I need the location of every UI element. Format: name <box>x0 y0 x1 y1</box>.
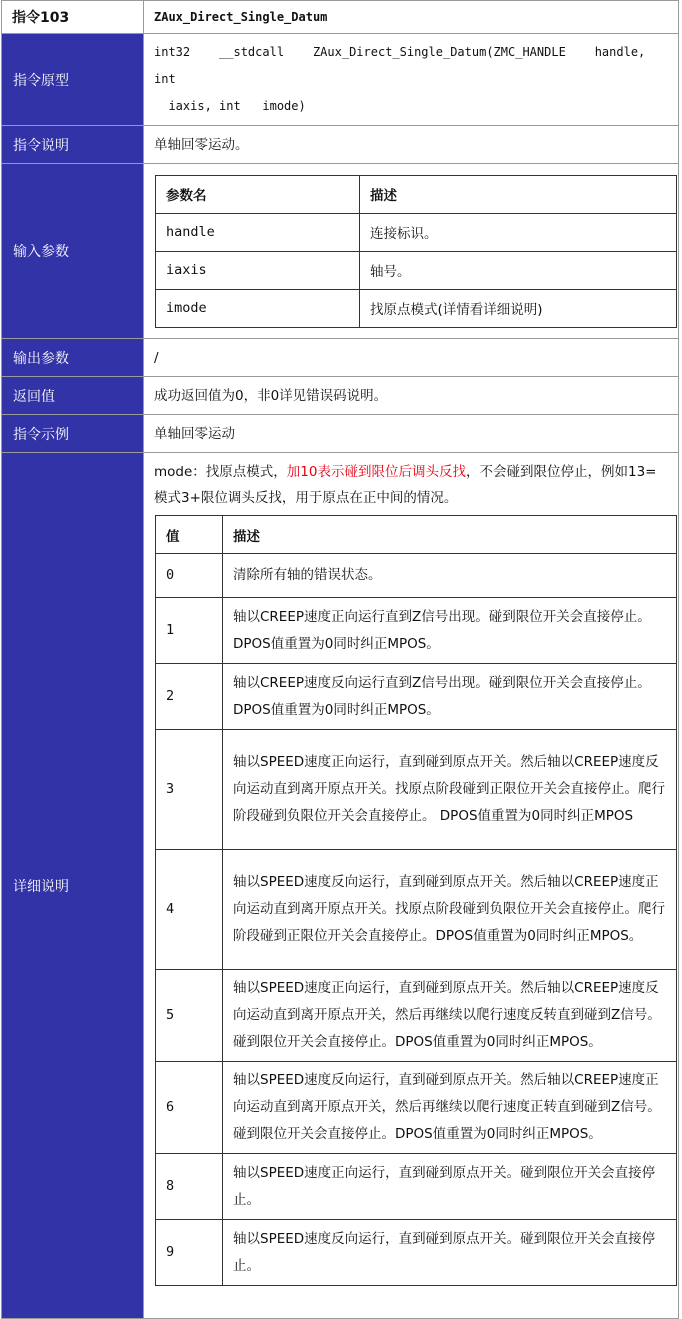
input-params-table <box>155 175 677 328</box>
param-desc: 轴号。 <box>360 251 677 289</box>
table-row <box>156 289 677 327</box>
mode-desc: 轴以SPEED速度正向运行，直到碰到原点开关。然后轴以CREEP速度反向运动直到离开原点开关。找原点阶段碰到正限位开关会直接停止。爬行阶段碰到负限位开关会直接停止。 DPOS值重置为0同时纠正MPOS <box>223 730 677 850</box>
api-doc-table <box>1 0 679 1319</box>
table-row <box>156 1220 677 1286</box>
table-row <box>156 664 677 730</box>
mode-value: 9 <box>156 1220 223 1286</box>
mode-intro <box>144 453 678 515</box>
table-row <box>156 1154 677 1220</box>
mode-value: 4 <box>156 850 223 970</box>
detail-row <box>2 453 679 1319</box>
intro-suffix: ，不会碰到限位停止，例如13=模式3+限位调头反找，用于原点在正中间的情况。 <box>154 464 657 506</box>
table-row <box>156 970 677 1062</box>
mode-desc: 清除所有轴的错误状态。 <box>223 554 677 598</box>
detail-label: 详细说明 <box>2 453 144 1319</box>
description-text: 单轴回零运动。 <box>144 126 679 164</box>
table-row <box>156 554 677 598</box>
return-text: 成功返回值为0，非0详见错误码说明。 <box>144 377 679 415</box>
mode-desc: 轴以SPEED速度反向运行，直到碰到原点开关。碰到限位开关会直接停止。 <box>223 1220 677 1286</box>
output-params-text: / <box>144 339 679 377</box>
table-row <box>156 730 677 850</box>
mode-table <box>155 515 677 1286</box>
mode-table-header <box>156 516 677 554</box>
output-params-label: 输出参数 <box>2 339 144 377</box>
example-text: 单轴回零运动 <box>144 415 679 453</box>
param-name: imode <box>156 289 360 327</box>
param-desc: 找原点模式(详情看详细说明) <box>360 289 677 327</box>
mode-value: 5 <box>156 970 223 1062</box>
input-params-header <box>156 175 677 213</box>
table-row <box>156 213 677 251</box>
output-params-row <box>2 339 679 377</box>
table-row <box>156 1062 677 1154</box>
header-row <box>2 1 679 34</box>
mode-value: 2 <box>156 664 223 730</box>
input-params-label: 输入参数 <box>2 164 144 339</box>
input-params-row <box>2 164 679 339</box>
intro-prefix: mode：找原点模式， <box>154 464 287 480</box>
command-number: 指令103 <box>2 1 144 34</box>
table-row <box>156 850 677 970</box>
mode-desc: 轴以SPEED速度正向运行，直到碰到原点开关。然后轴以CREEP速度反向运动直到离开原点开关，然后再继续以爬行速度反转直到碰到Z信号。 碰到限位开关会直接停止。DPOS值重置为0同时纠正MPOS。 <box>223 970 677 1062</box>
mode-desc: 轴以SPEED速度反向运行，直到碰到原点开关。然后轴以CREEP速度正向运动直到离开原点开关。找原点阶段碰到负限位开关会直接停止。爬行阶段碰到正限位开关会直接停止。DPOS值重置为0同时纠正MPOS。 <box>223 850 677 970</box>
intro-highlight: 加10表示碰到限位后调头反找 <box>286 464 466 480</box>
mode-desc: 轴以CREEP速度正向运行直到Z信号出现。碰到限位开关会直接停止。DPOS值重置为0同时纠正MPOS。 <box>223 598 677 664</box>
value-header: 值 <box>156 516 223 554</box>
mode-value: 8 <box>156 1154 223 1220</box>
description-row <box>2 126 679 164</box>
detail-cell <box>144 453 679 1319</box>
mode-value: 6 <box>156 1062 223 1154</box>
mode-desc-header: 描述 <box>223 516 677 554</box>
example-label: 指令示例 <box>2 415 144 453</box>
table-row <box>156 251 677 289</box>
mode-desc: 轴以SPEED速度反向运行，直到碰到原点开关。然后轴以CREEP速度正向运动直到离开原点开关，然后再继续以爬行速度正转直到碰到Z信号。碰到限位开关会直接停止。DPOS值重置为0同时纠正MPOS。 <box>223 1062 677 1154</box>
param-desc-header: 描述 <box>360 175 677 213</box>
prototype-text: int32 __stdcall ZAux_Direct_Single_Datum(ZMC_HANDLE handle, int iaxis, int imode) <box>144 34 679 126</box>
prototype-label: 指令原型 <box>2 34 144 126</box>
description-label: 指令说明 <box>2 126 144 164</box>
mode-value: 1 <box>156 598 223 664</box>
prototype-row <box>2 34 679 126</box>
param-name: iaxis <box>156 251 360 289</box>
example-row <box>2 415 679 453</box>
return-row <box>2 377 679 415</box>
mode-value: 0 <box>156 554 223 598</box>
function-name: ZAux_Direct_Single_Datum <box>144 1 679 34</box>
input-params-cell <box>144 164 679 339</box>
mode-desc: 轴以CREEP速度反向运行直到Z信号出现。碰到限位开关会直接停止。DPOS值重置为0同时纠正MPOS。 <box>223 664 677 730</box>
table-row <box>156 598 677 664</box>
param-name-header: 参数名 <box>156 175 360 213</box>
param-name: handle <box>156 213 360 251</box>
mode-value: 3 <box>156 730 223 850</box>
param-desc: 连接标识。 <box>360 213 677 251</box>
return-label: 返回值 <box>2 377 144 415</box>
mode-desc: 轴以SPEED速度正向运行，直到碰到原点开关。碰到限位开关会直接停止。 <box>223 1154 677 1220</box>
